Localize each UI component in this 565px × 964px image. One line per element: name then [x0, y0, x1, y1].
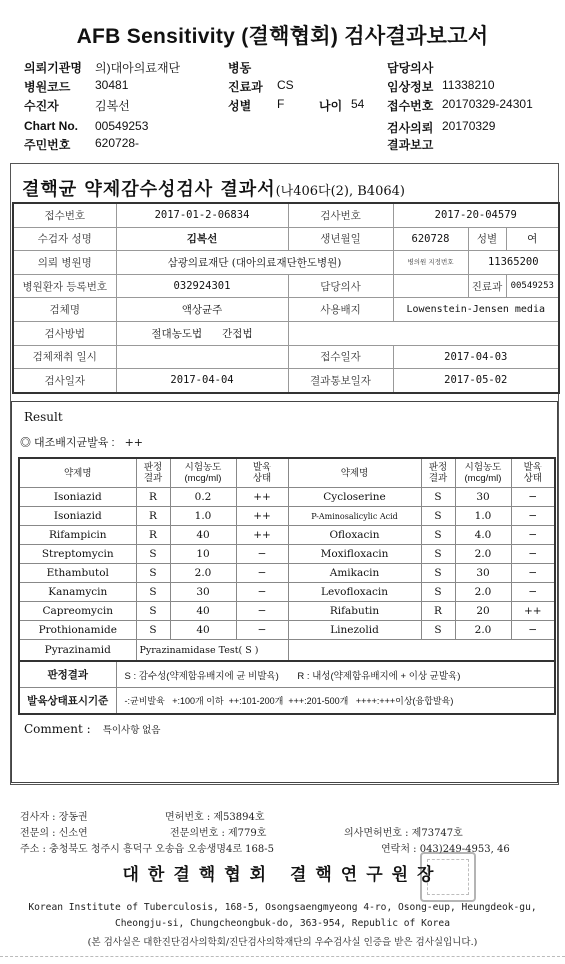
col-conc: [455, 458, 511, 488]
drug-name: Rifampicin: [19, 526, 136, 545]
info-row: [13, 251, 559, 275]
birth-value: 620728: [393, 227, 468, 251]
dept-value: CS: [277, 78, 294, 92]
drug-name: Streptomycin: [19, 545, 136, 564]
drug-name: Prothionamide: [19, 621, 136, 640]
drug-growth: ++: [236, 507, 288, 526]
dept-label: 진료과: [228, 80, 263, 94]
control-growth-value: ++: [124, 436, 143, 449]
drug-name: Amikacin: [288, 564, 421, 583]
col-growth-2: 상태: [523, 473, 542, 484]
col-growth-1: 발육: [523, 462, 542, 473]
receipt-no-label: 접수번호: [387, 99, 434, 113]
institute-name-korean: 대한결핵협회 결핵연구원장: [122, 865, 443, 885]
drug-row: [19, 621, 555, 640]
reg-no-value: 2017-01-2-06834: [116, 203, 288, 227]
doctor-license: 의사면허번호 : 제73747호: [344, 828, 463, 839]
legend-table: [18, 660, 556, 715]
pza-row: [19, 640, 555, 662]
sex-value: F: [277, 97, 285, 111]
drug-name: Levofloxacin: [288, 583, 421, 602]
drug-row: [19, 507, 555, 526]
rrn-label: 주민번호: [24, 138, 71, 152]
receive-value: 2017-04-03: [393, 345, 559, 369]
report-title: [22, 175, 405, 201]
col-judge: [421, 458, 455, 488]
drug-conc: 30: [455, 564, 511, 583]
specimen-label: 검체명: [13, 298, 116, 322]
info-row: [13, 203, 559, 227]
col-judge: [136, 458, 170, 488]
drug-conc: 1.0: [455, 507, 511, 526]
hospital-name-value: 의)대아의료재단: [95, 61, 181, 75]
drug-growth: −: [511, 564, 555, 583]
info-row: [13, 345, 559, 369]
drug-name: Cycloserine: [288, 488, 421, 507]
drug-growth: ++: [511, 602, 555, 621]
drug-conc: 1.0: [170, 507, 236, 526]
drug-row: [19, 488, 555, 507]
drug-growth: ++: [236, 488, 288, 507]
method-2: 간접법: [222, 327, 253, 340]
hospital-code-value: 30481: [95, 78, 129, 92]
col-growth: [236, 458, 288, 488]
col-judge-1: 판정: [143, 462, 163, 473]
col-judge-2: 결과: [143, 473, 163, 484]
drug-conc: 30: [455, 488, 511, 507]
drug-result: S: [136, 621, 170, 640]
rrn-value: 620728-: [95, 136, 140, 150]
drug-name: Moxifloxacin: [288, 545, 421, 564]
col-growth-1: 발육: [252, 462, 272, 473]
examiner: 검사자 : 장동권: [20, 812, 88, 823]
receipt-no-value: 20170329-24301: [442, 97, 533, 111]
drug-name: Linezolid: [288, 621, 421, 640]
exam-label: 검사일자: [13, 369, 116, 393]
drug-growth: −: [236, 545, 288, 564]
drug-conc: 2.0: [455, 545, 511, 564]
notify-value: 2017-05-02: [393, 369, 559, 393]
drug-conc: 2.0: [455, 583, 511, 602]
drug-result: S: [136, 583, 170, 602]
legend-row-growth: [19, 688, 555, 715]
drug-result: R: [136, 507, 170, 526]
col-judge-1: 판정: [428, 462, 448, 473]
test-no-label: 검사번호: [288, 203, 393, 227]
drug-conc: 30: [170, 583, 236, 602]
col-conc-1: 시험농도: [184, 462, 222, 473]
drug-conc: 2.0: [455, 621, 511, 640]
info-row: [13, 298, 559, 322]
legend-growth-label: 발육상태표시기준: [19, 688, 116, 715]
exam-value: 2017-04-04: [116, 369, 288, 393]
pza-result: Pyrazinamidase Test( S ): [136, 640, 288, 662]
info-dept-value: 00549253: [506, 274, 559, 298]
birth-label: 생년월일: [288, 227, 393, 251]
pza-drug: Pyrazinamid: [19, 640, 136, 662]
info-row: [13, 274, 559, 298]
drug-growth: −: [511, 507, 555, 526]
drug-result: S: [421, 488, 455, 507]
col-conc-1: 시험농도: [464, 462, 502, 473]
patient-reg-value: 032924301: [116, 274, 288, 298]
legend-judge-text: [116, 661, 555, 688]
referring-label: 의뢰 병원명: [13, 251, 116, 275]
comment-label: Comment :: [24, 722, 91, 736]
info-row: [13, 321, 559, 345]
drug-growth: −: [236, 583, 288, 602]
specimen-value: 액상균주: [116, 298, 288, 322]
result-title: Result: [24, 410, 63, 424]
referring-value: 삼광의료재단 (대아의료재단한도병원): [116, 251, 393, 275]
drug-row: [19, 583, 555, 602]
legend-row-judge: [19, 661, 555, 688]
drug-result: R: [421, 602, 455, 621]
drug-row: [19, 602, 555, 621]
age-label: 나이: [319, 99, 343, 113]
doctor-label: 담당의사: [387, 61, 434, 75]
drug-table-header: [19, 458, 555, 488]
bottom-rule: [0, 956, 565, 957]
col-drug: 약제명: [288, 458, 421, 488]
drug-result: S: [421, 507, 455, 526]
drug-result: S: [421, 621, 455, 640]
method-label: 검사방법: [13, 321, 116, 345]
test-no-value: 2017-20-04579: [393, 203, 559, 227]
medium-label: 사용배지: [288, 298, 393, 322]
drug-growth: −: [236, 621, 288, 640]
drug-conc: 40: [170, 602, 236, 621]
address: 주소 : 충청북도 청주시 흥덕구 오송읍 오송생명4로 168-5: [20, 844, 275, 855]
hosp-code-value: 11365200: [468, 251, 559, 275]
drug-growth: −: [511, 621, 555, 640]
drug-name: Ofloxacin: [288, 526, 421, 545]
drug-conc: 4.0: [455, 526, 511, 545]
reg-no-label: 접수번호: [13, 203, 116, 227]
collect-label: 검체채취 일시: [13, 345, 116, 369]
legend-judge-r: R : 내성(약제함유배지에 + 이상 균발육): [297, 670, 461, 682]
report-code: (나406다(2), B4064): [275, 184, 405, 199]
drug-table: [18, 457, 556, 662]
drug-result: S: [421, 564, 455, 583]
patient-value: 김복선: [95, 99, 130, 113]
drug-conc: 2.0: [170, 564, 236, 583]
drug-name: Ethambutol: [19, 564, 136, 583]
notify-label: 결과통보일자: [288, 369, 393, 393]
drug-conc: 0.2: [170, 488, 236, 507]
clinical-info-label: 임상정보: [387, 80, 434, 94]
col-growth: [511, 458, 555, 488]
legend-judge-label: 판정결과: [19, 661, 116, 688]
hospital-name-label: 의뢰기관명: [24, 61, 82, 75]
drug-name: Isoniazid: [19, 488, 136, 507]
info-row: [13, 227, 559, 251]
chart-no-label: Chart No.: [24, 119, 78, 133]
info-doctor-value: [393, 274, 468, 298]
col-growth-2: 상태: [252, 473, 272, 484]
drug-name: Rifabutin: [288, 602, 421, 621]
contact: 연락처 : 043)249-4953, 46: [381, 844, 510, 855]
info-row: [13, 369, 559, 393]
drug-result: R: [136, 488, 170, 507]
sex-label: 성별: [228, 99, 252, 113]
col-conc-2: (mcg/ml): [184, 473, 222, 484]
method-1: 절대농도법: [151, 327, 203, 340]
col-drug: 약제명: [19, 458, 136, 488]
patient-reg-label: 병원환자 등록번호: [13, 274, 116, 298]
control-growth-label: ◎ 대조배지균발육 :: [20, 437, 115, 449]
drug-conc: 40: [170, 621, 236, 640]
drug-growth: −: [511, 526, 555, 545]
document-title: AFB Sensitivity (결핵협회) 검사결과보고서: [76, 25, 489, 48]
drug-name: Kanamycin: [19, 583, 136, 602]
certification-note: (본 검사실은 대한진단검사의학회/진단검사의학재단의 우수검사실 인증을 받은 검사실입니다.): [87, 937, 478, 948]
drug-growth: −: [511, 488, 555, 507]
name-label: 수검자 성명: [13, 227, 116, 251]
drug-growth: −: [511, 583, 555, 602]
examiner-license: 면허번호 : 제53894호: [165, 812, 265, 823]
patient-label: 수진자: [24, 99, 59, 113]
report-title-text: 결핵균 약제감수성검사 결과서: [22, 179, 276, 200]
drug-result: S: [136, 602, 170, 621]
drug-row: [19, 545, 555, 564]
drug-name: Isoniazid: [19, 507, 136, 526]
col-conc-2: (mcg/ml): [464, 473, 502, 484]
clinical-info-value: 11338210: [442, 78, 495, 92]
drug-growth: −: [511, 545, 555, 564]
method-value: [116, 321, 288, 345]
comment: [24, 722, 160, 736]
drug-growth: −: [236, 564, 288, 583]
institute-address-en-2: Cheongju-si, Chungcheongbuk-do, 363-954, Republic of Korea: [114, 918, 450, 929]
info-doctor-label: 담당의사: [288, 274, 393, 298]
drug-name: P-Aminosalicylic Acid: [288, 507, 421, 526]
info-sex-label: 성별: [468, 227, 506, 251]
drug-conc: 40: [170, 526, 236, 545]
drug-growth: ++: [236, 526, 288, 545]
comment-value: 특이사항 없음: [102, 725, 161, 736]
info-sex-value: 여: [506, 227, 559, 251]
result-report-label: 결과보고: [387, 138, 434, 152]
ward-label: 병동: [228, 61, 252, 75]
drug-name: Capreomycin: [19, 602, 136, 621]
drug-result: S: [421, 526, 455, 545]
specialist: 전문의 : 신소연: [20, 828, 88, 839]
drug-result: S: [421, 545, 455, 564]
hospital-code-label: 병원코드: [24, 80, 71, 94]
drug-result: S: [136, 564, 170, 583]
info-dept-label: 진료과: [468, 274, 506, 298]
legend-growth-text: -:균비발육 +:100개 이하 ++:101-200개 +++:201-500개 ++++:+++이상(융합발육): [116, 688, 555, 715]
collect-value: [116, 345, 288, 369]
info-table: [12, 202, 560, 394]
method-blank: [288, 321, 559, 345]
test-request-value: 20170329: [442, 119, 496, 133]
legend-judge-s: S : 감수성(약제함유배지에 균 비발육): [124, 670, 279, 682]
drug-result: S: [136, 545, 170, 564]
drug-conc: 10: [170, 545, 236, 564]
control-growth: [20, 434, 143, 450]
medium-value: Lowenstein-Jensen media: [393, 298, 559, 322]
drug-result: R: [136, 526, 170, 545]
drug-row: [19, 564, 555, 583]
receive-label: 접수일자: [288, 345, 393, 369]
hosp-code-label: 병의원 지정번호: [393, 251, 468, 275]
test-request-label: 검사의뢰: [387, 121, 434, 135]
chart-no-value: 00549253: [95, 119, 149, 133]
drug-result: S: [421, 583, 455, 602]
name-value: 김복선: [116, 227, 288, 251]
drug-row: [19, 526, 555, 545]
col-conc: [170, 458, 236, 488]
age-value: 54: [351, 97, 365, 111]
specialist-number: 전문의번호 : 제779호: [170, 828, 267, 839]
col-judge-2: 결과: [428, 473, 448, 484]
drug-growth: −: [236, 602, 288, 621]
drug-conc: 20: [455, 602, 511, 621]
pza-blank: [288, 640, 555, 662]
institute-address-en-1: Korean Institute of Tuberculosis, 168-5, Osongsaengmyeong 4-ro, Osong-eup, Heungdeok-gu,: [28, 902, 537, 913]
